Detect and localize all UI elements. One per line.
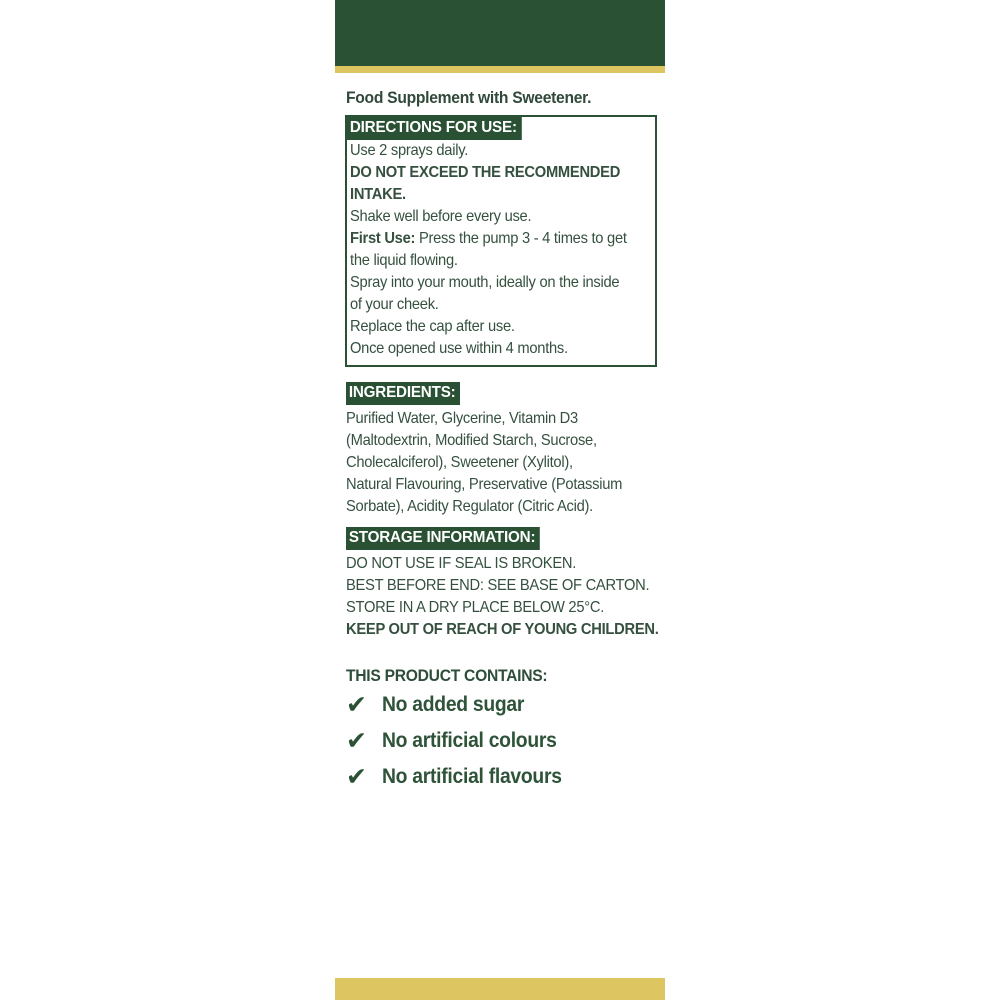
claim-label: No added sugar — [382, 693, 525, 716]
ingredients-line: Cholecalciferol), Sweetener (Xylitol), — [346, 454, 573, 471]
directions-line: Once opened use within 4 months. — [350, 340, 568, 357]
directions-line: of your cheek. — [350, 296, 439, 313]
directions-heading-badge: DIRECTIONS FOR USE: — [347, 117, 522, 140]
ingredients-heading-badge: INGREDIENTS: — [346, 382, 460, 405]
product-contains-title: THIS PRODUCT CONTAINS: — [346, 666, 548, 685]
product-contains-section — [346, 665, 665, 795]
checkmark-icon: ✔ — [346, 726, 367, 755]
storage-line: KEEP OUT OF REACH OF YOUNG CHILDREN. — [346, 621, 659, 638]
supplement-note: Food Supplement with Sweetener. — [346, 88, 592, 107]
storage-text — [346, 553, 665, 641]
ingredients-line: Natural Flavouring, Preservative (Potassium — [346, 476, 623, 493]
directions-text — [350, 140, 655, 360]
directions-line: First Use: Press the pump 3 - 4 times to get — [350, 230, 627, 247]
directions-line: the liquid flowing. — [350, 252, 458, 269]
checkmark-icon: ✔ — [346, 762, 367, 791]
claim-no-artificial-colours — [346, 723, 665, 759]
claim-label: No artificial flavours — [382, 765, 562, 788]
claim-label: No artificial colours — [382, 729, 557, 752]
storage-line: DO NOT USE IF SEAL IS BROKEN. — [346, 555, 577, 572]
directions-line: Shake well before every use. — [350, 208, 532, 225]
directions-line: INTAKE. — [350, 186, 406, 203]
claim-no-artificial-flavours — [346, 759, 665, 795]
storage-line: BEST BEFORE END: SEE BASE OF CARTON. — [346, 577, 650, 594]
directions-line: Spray into your mouth, ideally on the inside — [350, 274, 620, 291]
ingredients-text — [346, 408, 665, 518]
claim-no-added-sugar — [346, 687, 665, 723]
gold-divider-top — [335, 66, 665, 73]
storage-heading-badge: STORAGE INFORMATION: — [346, 527, 540, 550]
storage-section — [346, 527, 665, 641]
ingredients-line: Sorbate), Acidity Regulator (Citric Acid). — [346, 498, 593, 515]
ingredients-section — [346, 382, 665, 518]
directions-line: DO NOT EXCEED THE RECOMMENDED — [350, 164, 621, 181]
directions-line: Use 2 sprays daily. — [350, 142, 469, 159]
gold-divider-bottom — [335, 978, 665, 1000]
supplement-label-panel — [335, 0, 665, 1000]
header-color-block — [335, 0, 665, 66]
checkmark-icon: ✔ — [346, 690, 367, 719]
storage-line: STORE IN A DRY PLACE BELOW 25°C. — [346, 599, 605, 616]
directions-line: Replace the cap after use. — [350, 318, 515, 335]
directions-box — [345, 115, 657, 367]
label-content — [335, 73, 665, 795]
ingredients-line: Purified Water, Glycerine, Vitamin D3 — [346, 410, 578, 427]
ingredients-line: (Maltodextrin, Modified Starch, Sucrose, — [346, 432, 597, 449]
